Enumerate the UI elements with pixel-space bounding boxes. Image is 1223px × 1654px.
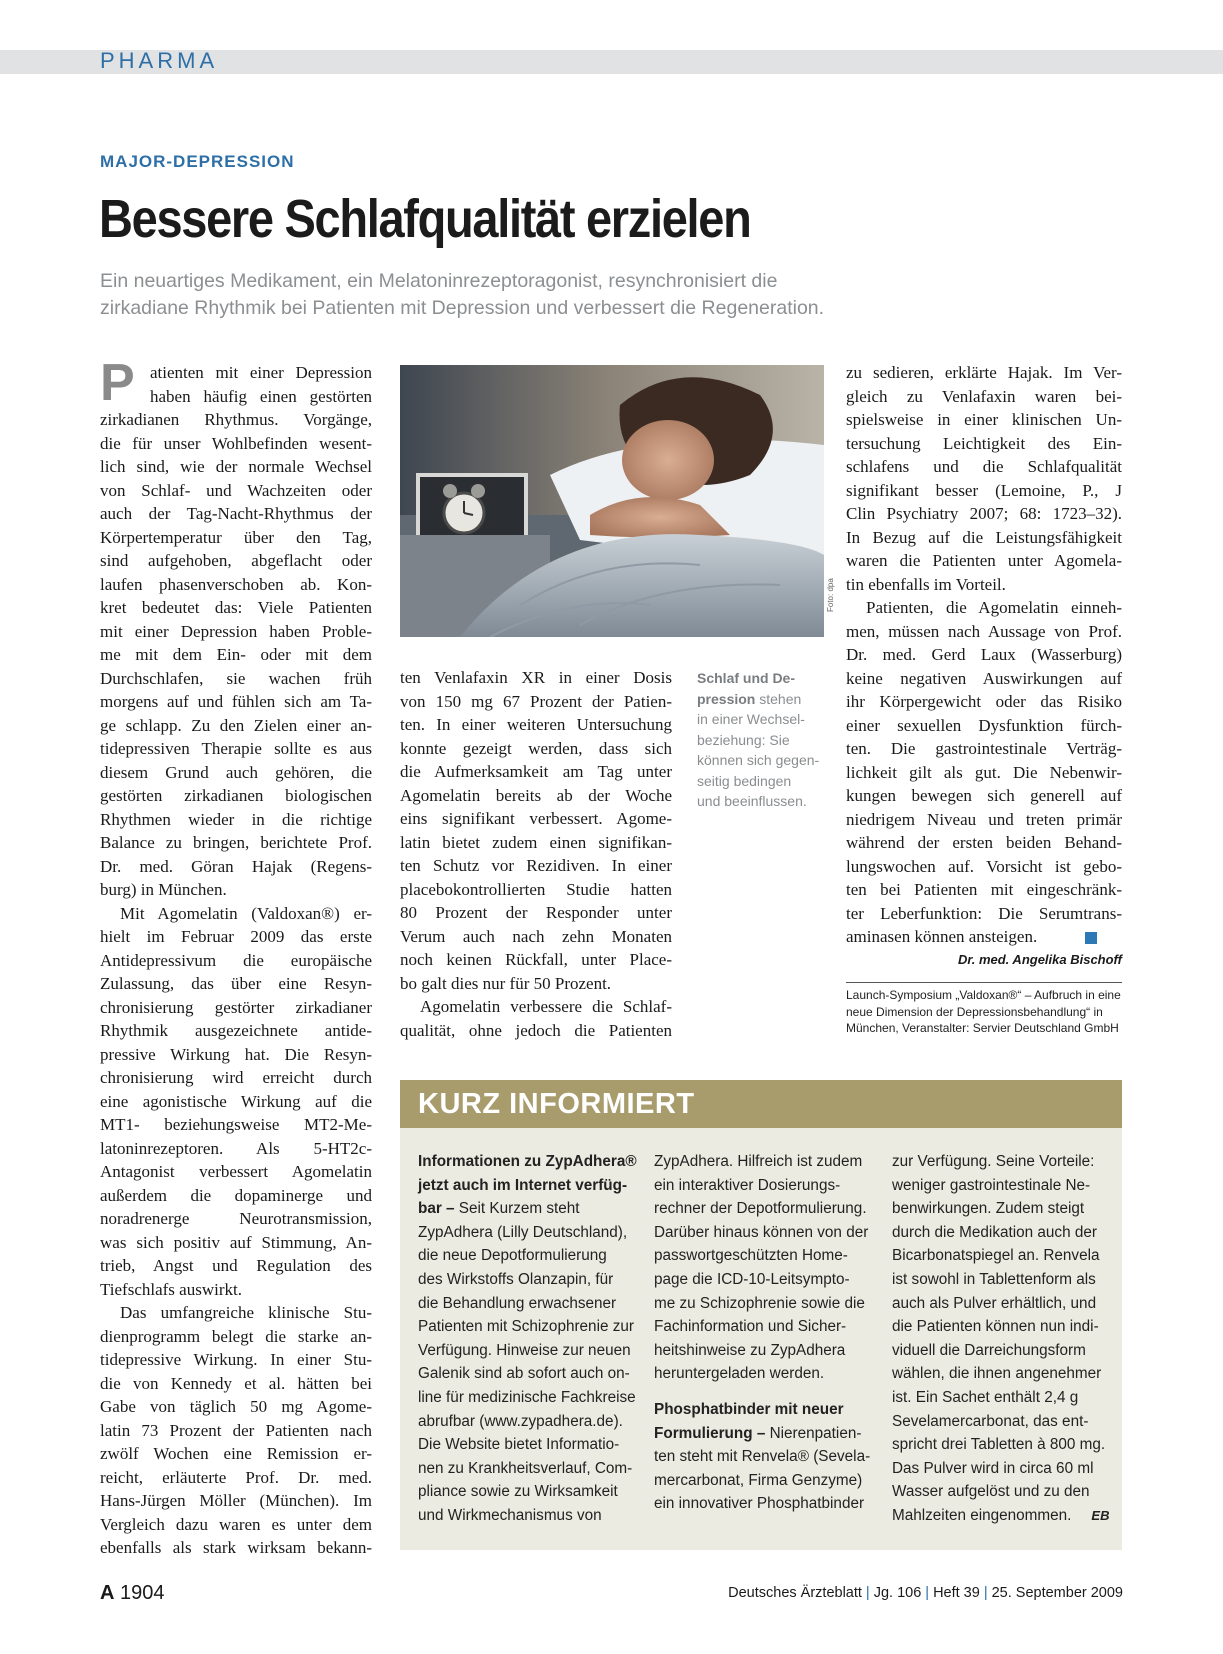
text-line: noch keinen Rückfall, unter Place- [400, 950, 672, 969]
text-line: bo galt dies nur für 50 Prozent. [400, 973, 612, 993]
kurz-line: heitshinweise zu ZypAdhera [654, 1341, 846, 1359]
kurz-line: Wasser aufgelöst und zu den [892, 1483, 1090, 1501]
kurz-line: Sevelamercarbonat, das ent- [892, 1412, 1089, 1430]
article-lead [100, 268, 1000, 322]
text-line: ter Leberfunktion: Die Serumtrans- [846, 903, 1122, 923]
kurz-line: ZypAdhera (Lilly Deutschland), [418, 1223, 628, 1241]
kurz-line: line für medizinische Fachkreise [418, 1388, 636, 1406]
text-line: Rhythmik ausgezeichnete antide- [100, 1021, 372, 1040]
kurz-line: Die Website bietet Informatio- [418, 1436, 620, 1454]
text-line: ge schlapp. Zu den Zielen einer an- [100, 715, 372, 735]
text-line: zirkadianen Rhythmus. Vorgänge, [100, 410, 372, 429]
text-line-end: aminasen können ansteigen. [846, 927, 1038, 946]
lead-line: zirkadiane Rhythmik bei Patienten mit Depression und verbessert die Regeneration. [100, 297, 825, 319]
kurz-line: heruntergeladen werden. [654, 1365, 825, 1383]
kurz-heading: jetzt auch im Internet verfüg- [418, 1176, 628, 1194]
kurz-line: benwirkungen. Zudem steigt [892, 1200, 1085, 1218]
text-line: außerdem die dopaminerge und [100, 1185, 372, 1205]
photo-credit: Foto: dpa [826, 578, 835, 612]
kurz-line: wählen, die ihnen angenehmer [892, 1365, 1102, 1383]
kurz-line: mercarbonat, Firma Genzyme) [654, 1471, 863, 1489]
text-line: was sich positiv auf Stimmung, An- [100, 1232, 372, 1252]
kurz-line [892, 1504, 1110, 1528]
article-column-1 [100, 354, 372, 1560]
kurz-heading: Informationen zu ZypAdhera® [418, 1153, 637, 1170]
text-line: die Aufmerksamkeit am Tag unter [400, 762, 672, 781]
kurz-line: abrufbar (www.zypadhera.de). [418, 1412, 623, 1430]
text-line: Agomelatin bereits ab der Woche [400, 785, 672, 805]
end-mark-icon [1085, 932, 1097, 944]
text-line: eins signifikant verbessert. Agome- [400, 809, 672, 828]
kurz-column-1 [418, 1150, 637, 1528]
text-line: Zulassung, das über eine Resyn- [100, 974, 372, 993]
kurz-line: me zu Schizophrenie sowie die [654, 1294, 865, 1312]
text-line: trieb, Angst und Regulation des [100, 1256, 372, 1275]
kurz-line: und Wirkmechanismus von [418, 1506, 602, 1524]
page-prefix: A [100, 1582, 115, 1604]
text-line: chronisierung gestörter zirkadianer [100, 997, 372, 1017]
kurz-line: ist. Ein Sachet enthält 2,4 g [892, 1388, 1079, 1406]
text-line: kungen bewegen sich generell auf [846, 786, 1122, 805]
text-line: Agomelatin verbessere die Schlaf- [420, 997, 672, 1016]
lead-line: Ein neuartiges Medikament, ein Melatoninrezeptoragonist, resynchronisiert die [100, 270, 778, 292]
kurz-line: ten steht mit Renvela® (Sevela- [654, 1448, 871, 1466]
caption-bold: pression [697, 690, 756, 707]
text-line: Körpertemperatur über den Tag, [100, 527, 372, 547]
text-line: Tiefschlafs auswirkt. [100, 1279, 242, 1299]
article-author: Dr. med. Angelika Bischoff [958, 952, 1122, 967]
text-line: einer sexuellen Dysfunktion fürch- [846, 715, 1122, 735]
text-line: mit einer Depression haben Proble- [100, 621, 372, 641]
article-title: Bessere Schlafqualität erzielen [99, 189, 751, 249]
text-line: 80 Prozent der Responder unter [400, 903, 672, 922]
source-line: neue Dimension der Depressionsbehandlung“ in [846, 1004, 1103, 1019]
kurz-line: Fachinformation und Sicher- [654, 1318, 847, 1336]
kurz-line: ein innovativer Phosphatbinder [654, 1495, 865, 1513]
article-column-3 [846, 361, 1122, 949]
kurz-line: ZypAdhera. Hilfreich ist zudem [654, 1153, 863, 1170]
journal-date: 25. September 2009 [991, 1585, 1123, 1601]
text-line: chronisierung wird erreicht durch [100, 1068, 372, 1087]
caption-text: stehen [755, 690, 802, 707]
text-line: pressive Wirkung hat. Die Resyn- [100, 1044, 372, 1064]
text-line: Dr. med. Gerd Laux (Wasserburg) [846, 645, 1122, 664]
text-line: spielsweise in einer klinischen Un- [846, 410, 1122, 429]
text-line: ten. Die gastrointestinale Verträg- [846, 739, 1122, 758]
text-line: me mit dem Ein- oder mit dem [100, 645, 372, 664]
kurz-line: die Behandlung erwachsener [418, 1294, 617, 1312]
text-line: men, müssen nach Aussage von Prof. [846, 621, 1122, 641]
text-line: Dr. med. Göran Hajak (Regens- [100, 856, 372, 876]
text-line: noradrenerge Neurotransmission, [100, 1209, 372, 1228]
kurz-line: rechner der Depotformulierung. [654, 1200, 867, 1218]
caption-line: können sich gegen- [697, 752, 820, 768]
kurz-line: ein interaktiver Dosierungs- [654, 1176, 841, 1194]
text-line: die für unser Wohlbefinden wesent- [100, 433, 372, 453]
text-line: haben häufig einen gestörten [150, 386, 372, 406]
text-line: Hans-Jürgen Möller (München). Im [100, 1491, 372, 1510]
caption-line: in einer Wechsel- [697, 711, 805, 727]
journal-issue: Heft 39 [933, 1585, 980, 1601]
text-line: gestörten zirkadianen biologischen [100, 786, 372, 805]
text-line: schlafens und die Schlafqualität [846, 457, 1122, 476]
text-line: Clin Psychiatry 2007; 68: 1723–32). [846, 504, 1122, 523]
kurz-informiert-title: KURZ INFORMIERT [418, 1088, 695, 1120]
text-line: signifikant besser (Lemoine, P., J [846, 480, 1122, 500]
text-line: ten Venlafaxin XR in einer Dosis [400, 668, 672, 687]
photo-caption [697, 668, 822, 812]
divider [846, 982, 1122, 983]
kurz-line: Bicarbonatspiegel an. Renvela [892, 1247, 1100, 1265]
kurz-line: die neue Depotformulierung [418, 1247, 607, 1265]
text-line: ebenfalls als stark wirksam bekann- [100, 1538, 372, 1557]
text-line: morgens auf und fühlen sich am Ta- [100, 692, 372, 711]
kurz-column-2 [654, 1150, 871, 1516]
kurz-heading: Formulierung – [654, 1424, 766, 1442]
text-line: diesem Grund auch gehören, die [100, 762, 372, 782]
text-line: von 150 mg 67 Prozent der Patien- [400, 691, 672, 711]
kurz-line: zur Verfügung. Seine Vorteile: [892, 1153, 1095, 1170]
text-line: Durchschlafen, sie wachen früh [100, 668, 372, 688]
journal-info [728, 1585, 1123, 1601]
text-line: zwölf Wochen eine Remission er- [100, 1444, 372, 1463]
text-line: sind aufgehoben, abgeflacht oder [100, 551, 372, 570]
text-line: waren die Patienten unter Agomela- [846, 551, 1122, 570]
drop-cap: P [100, 354, 135, 412]
text-line: burg) in München. [100, 880, 227, 899]
kurz-line: page die ICD-10-Leitsympto- [654, 1270, 850, 1288]
text-line: gleich zu Venlafaxin waren bei- [846, 386, 1122, 406]
text-line: Das umfangreiche klinische Stu- [120, 1303, 372, 1322]
article-column-2 [400, 666, 672, 1042]
kurz-column-3 [892, 1150, 1110, 1528]
text-line: kret bedeutet das: Viele Patienten [100, 598, 372, 617]
text-line: MT1- beziehungsweise MT2-Me- [100, 1115, 372, 1134]
kurz-line: Verfügung. Hinweise zur neuen [418, 1341, 631, 1359]
kurz-line: Darüber hinaus können von der [654, 1223, 869, 1241]
text-line: ten bei Patienten mit eingeschränk- [846, 880, 1122, 899]
text-line: reicht, erläuterte Prof. Dr. med. [100, 1467, 372, 1487]
text-line: während der ersten beiden Behand- [846, 833, 1122, 852]
text-line: die von Kennedy et al. hätten bei [100, 1373, 372, 1393]
text-line: Verum auch nach zehn Monaten [400, 926, 672, 946]
journal-volume: Jg. 106 [873, 1585, 922, 1601]
text-line: niedrigem Niveau und treten primär [846, 809, 1122, 829]
text-line: auch der Tag-Nacht-Rhythmus der [100, 504, 372, 523]
text-line: laufen phasenverschoben ab. Kon- [100, 574, 372, 594]
text-line: lungswochen auf. Vorsicht ist gebo- [846, 856, 1122, 876]
text-line: Gabe von täglich 50 mg Agome- [100, 1397, 372, 1416]
kurz-spacer [654, 1386, 868, 1398]
text-line: latoninrezeptoren. Als 5-HT2c- [100, 1138, 372, 1158]
text-line: Patienten, die Agomelatin einneh- [866, 598, 1122, 617]
section-label: PHARMA [100, 48, 219, 73]
text-line: tin ebenfalls im Vorteil. [846, 574, 1006, 594]
text-line: Rhythmen wieder in die richtige [100, 809, 372, 829]
separator-icon: | [983, 1585, 988, 1601]
kurz-heading: bar – [418, 1200, 455, 1218]
kurz-line: Das Pulver wird in circa 60 ml [892, 1459, 1094, 1477]
sleeping-woman-image [400, 365, 824, 637]
kurz-line: spricht drei Tabletten à 800 mg. [892, 1436, 1106, 1454]
source-note [846, 987, 1124, 1037]
text-line: zu sedieren, erklärte Hajak. Im Ver- [846, 363, 1122, 382]
text-line: In Bezug auf die Leistungsfähigkeit [846, 527, 1122, 547]
source-line: München, Veranstalter: Servier Deutschland GmbH [846, 1021, 1119, 1035]
kurz-line: nen zu Krankheitsverlauf, Com- [418, 1459, 633, 1477]
kurz-line: pliance sowie zu Wirksamkeit [418, 1483, 618, 1501]
text-line: konnte gezeigt werden, dass sich [400, 738, 672, 758]
text-line: atienten mit einer Depression [150, 363, 372, 382]
kurz-initials: EB [1091, 1507, 1110, 1523]
kurz-line: weniger gastrointestinale Ne- [892, 1176, 1091, 1194]
kurz-line: Patienten mit Schizophrenie zur [418, 1318, 634, 1336]
text-line: placebokontrollierten Studie hatten [400, 879, 672, 899]
text-line: keine negativen Auswirkungen auf [846, 668, 1122, 688]
page-number [100, 1582, 165, 1605]
kurz-text: Seit Kurzem steht [454, 1200, 580, 1218]
text-line: ihr Körpergewicht oder das Risiko [846, 692, 1122, 711]
kurz-line: die Patienten können nun indi- [892, 1318, 1099, 1336]
caption-line: seitig bedingen [697, 772, 792, 789]
text-line: hielt im Februar 2009 das erste [100, 927, 372, 946]
text-line: ten. In einer weiteren Untersuchung [400, 715, 672, 734]
text-line: Balance zu bringen, berichtete Prof. [100, 833, 372, 852]
text-line: eine agonistische Wirkung auf die [100, 1091, 372, 1111]
text-line: latin bietet zudem einen signifikan- [400, 832, 672, 852]
kurz-line: Galenik sind ab sofort auch on- [418, 1365, 630, 1383]
text-line: lichkeit gilt als gut. Die Nebenwir- [846, 762, 1122, 782]
caption-bold: Schlaf und De- [697, 670, 796, 686]
kurz-line: auch als Pulver erhältlich, und [892, 1294, 1097, 1312]
text-line: Antidepressivum die europäische [100, 950, 372, 970]
text-line: ten Schutz vor Rezidiven. In einer [400, 856, 672, 875]
text-line [846, 925, 1122, 949]
kurz-line: ist sowohl in Tablettenform als [892, 1270, 1096, 1288]
kurz-heading: Phosphatbinder mit neuer [654, 1400, 844, 1418]
text-line: Vergleich dazu waren es unter dem [100, 1514, 372, 1534]
kurz-text: Nierenpatien- [765, 1424, 862, 1442]
page-number-value: 1904 [120, 1582, 165, 1604]
text-line: Mit Agomelatin (Valdoxan®) er- [120, 903, 372, 923]
text-line: qualität, ohne jedoch die Patienten [400, 1020, 672, 1040]
text-line: tersuchung Leichtigkeit des Ein- [846, 433, 1122, 453]
text-line: lich sind, wie der normale Wechsel [100, 457, 372, 476]
text-line: tidepressive Wirkung. In einer Stu- [100, 1350, 372, 1369]
source-line: Launch-Symposium „Valdoxan®“ – Aufbruch in eine [846, 988, 1121, 1002]
kurz-line: passwortgeschützten Home- [654, 1247, 848, 1265]
caption-line: beziehung: Sie [697, 731, 790, 748]
kurz-line: durch die Medikation auch der [892, 1223, 1097, 1241]
separator-icon: | [925, 1585, 930, 1601]
kurz-line: des Wirkstoffs Olanzapin, für [418, 1270, 614, 1288]
kurz-line-end: Mahlzeiten eingenommen. [892, 1506, 1072, 1524]
article-kicker: MAJOR-DEPRESSION [100, 152, 295, 171]
text-line: latin 73 Prozent der Patienten nach [100, 1420, 372, 1440]
journal-name: Deutsches Ärzteblatt [728, 1585, 862, 1601]
separator-icon: | [865, 1585, 870, 1601]
text-line: Antagonist verbessert Agomelatin [100, 1162, 372, 1181]
text-line: dienprogramm belegt die starke an- [100, 1326, 372, 1346]
caption-line: und beeinflussen. [697, 793, 807, 809]
article-photo [400, 365, 824, 637]
kurz-line: viduell die Darreichungsform [892, 1341, 1086, 1359]
text-line: tidepressiven Therapie sollte es aus [100, 739, 372, 758]
text-line: von Schlaf- und Wachzeiten oder [100, 480, 372, 500]
